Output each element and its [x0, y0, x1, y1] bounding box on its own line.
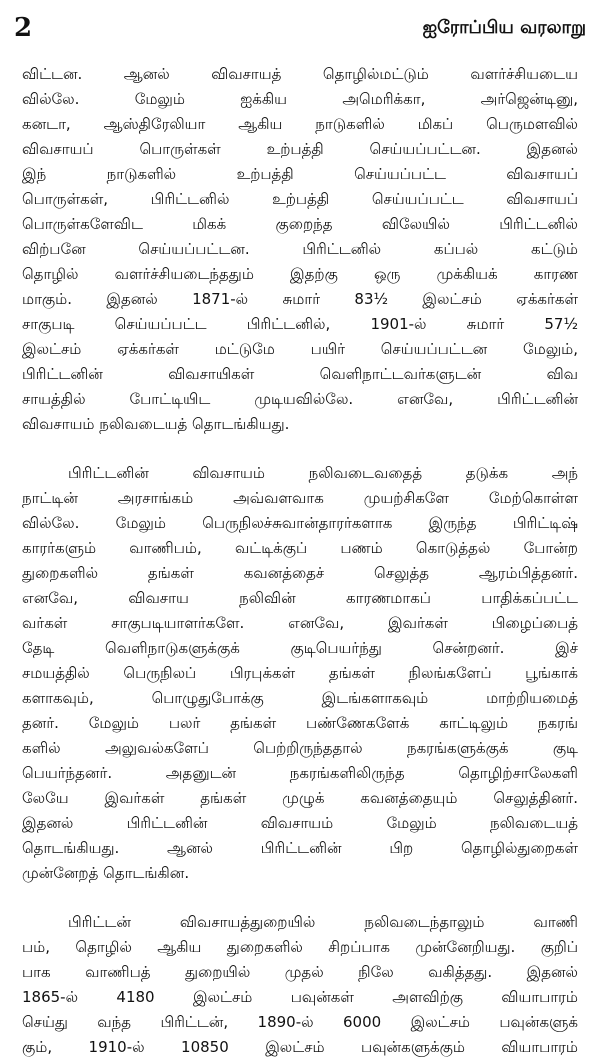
text-line: விற்பனே செய்யப்பட்டன. பிரிட்டனில் கப்பல் கட்டும்	[22, 240, 578, 258]
text-line: லேயே இவர்கள் தங்கள் முழுக் கவனத்தையும் செலுத்தினர்.	[22, 789, 578, 807]
page-number: 2	[14, 13, 33, 43]
paragraph-3	[22, 910, 578, 1060]
paragraph-gap	[22, 886, 578, 910]
body-text	[22, 62, 578, 1060]
text-line: வர்கள் சாகுபடியாளர்களே. எனவே, இவர்கள் பிழைப்பைத்	[22, 614, 578, 632]
text-line: வில்லே. மேலும் ஐக்கிய அமெரிக்கா, அர்ஜென்டினு,	[22, 90, 578, 108]
text-line: இலட்சம் ஏக்கர்கள் மட்டுமே பயிர் செய்யப்பட்டன மேலும்,	[22, 340, 578, 358]
text-line: பெயர்ந்தனர். அதனுடன் நகரங்களிலிருந்த தொழிற்சாலேகளி	[22, 764, 578, 782]
text-line: 1865-ல் 4180 இலட்சம் பவுன்கள் அளவிற்கு வியாபாரம்	[22, 988, 578, 1006]
text-line: தொழில் வளர்ச்சியடைந்ததும் இதற்கு ஒரு முக்கியக் காரண	[22, 265, 578, 283]
text-line: பாக வாணிபத் துறையில் முதல் நிலே வகித்தது. இதனல்	[22, 963, 578, 981]
text-line: களாகவும், பொழுதுபோக்கு இடங்களாகவும் மாற்றியமைத்	[22, 689, 578, 707]
text-line: பொருள்களேவிட மிகக் குறைந்த விலேயில் பிரிட்டனில்	[22, 215, 578, 233]
text-line: விவசாயப் பொருள்கள் உற்பத்தி செய்யப்பட்டன. இதனல்	[22, 140, 578, 158]
text-line: பம், தொழில் ஆகிய துறைகளில் சிறப்பாக முன்னேறியது. குறிப்	[22, 938, 578, 956]
text-line: களில் அலுவல்களேப் பெற்றிருந்ததால் நகரங்களுக்குக் குடி	[22, 739, 578, 757]
text-line: இதனல் பிரிட்டனின் விவசாயம் மேலும் நலிவடையத்	[22, 814, 578, 832]
text-line: செய்து வந்த பிரிட்டன், 1890-ல் 6000 இலட்சம் பவுன்களுக்	[22, 1013, 578, 1031]
text-line: எனவே, விவசாய நலிவின் காரணமாகப் பாதிக்கப்பட்ட	[22, 589, 578, 607]
text-line: விட்டன. ஆனல் விவசாயத் தொழில்மட்டும் வளர்ச்சியடைய	[22, 65, 578, 83]
text-line: முன்னேறத் தொடங்கின.	[22, 864, 190, 882]
text-line: பிரிட்டனின் விவசாயிகள் வெளிநாட்டவர்களுடன் விவ	[22, 365, 578, 383]
text-line: தேடி வெளிநாடுகளுக்குக் குடிபெயர்ந்து சென்றனர். இச்	[22, 639, 578, 657]
text-line: மாகும். இதனல் 1871-ல் சுமார் 83½ இலட்சம் ஏக்கர்கள்	[22, 290, 578, 308]
text-line: சமயத்தில் பெருநிலப் பிரபுக்கள் தங்கள் நிலங்களேப் பூங்காக்	[22, 664, 578, 682]
text-line: சாயத்தில் போட்டியிட முடியவில்லே. எனவே, பிரிட்டனின்	[22, 390, 578, 408]
text-line: தனர். மேலும் பலர் தங்கள் பண்ணேகளேக் காட்டிலும் நகரங்	[22, 714, 578, 732]
text-line: சாகுபடி செய்யப்பட்ட பிரிட்டனில், 1901-ல் சுமார் 57½	[22, 315, 578, 333]
text-line: காரர்களும் வாணிபம், வட்டிக்குப் பணம் கொடுத்தல் போன்ற	[22, 539, 578, 557]
paragraph-gap	[22, 437, 578, 461]
page-header	[14, 8, 586, 48]
running-title: ஐரோப்பிய வரலாறு	[422, 16, 586, 38]
text-line: இந் நாடுகளில் உற்பத்தி செய்யப்பட்ட விவசாயப்	[22, 165, 578, 183]
paragraph-1	[22, 62, 578, 437]
text-line: பிரிட்டனின் விவசாயம் நலிவடைவதைத் தடுக்க அந்	[68, 464, 578, 482]
paragraph-2	[22, 461, 578, 886]
text-line: கும், 1910-ல் 10850 இலட்சம் பவுன்களுக்கும் வியாபாரம்	[22, 1038, 578, 1056]
text-line: கனடா, ஆஸ்திரேலியா ஆகிய நாடுகளில் மிகப் பெருமளவில்	[22, 115, 578, 133]
text-line: தொடங்கியது. ஆனல் பிரிட்டனின் பிற தொழில்துறைகள்	[22, 839, 578, 857]
text-line: விவசாயம் நலிவடையத் தொடங்கியது.	[22, 415, 290, 433]
text-line: நாட்டின் அரசாங்கம் அவ்வளவாக முயற்சிகளே மேற்கொள்ள	[22, 489, 578, 507]
text-line: பிரிட்டன் விவசாயத்துறையில் நலிவடைந்தாலும் வாணி	[68, 913, 578, 931]
text-line: துறைகளில் தங்கள் கவனத்தைச் செலுத்த ஆரம்பித்தனர்.	[22, 564, 578, 582]
text-line: வில்லே. மேலும் பெருநிலச்சுவான்தாரர்களாக இருந்த பிரிட்டிஷ்	[22, 514, 578, 532]
text-line: பொருள்கள், பிரிட்டனில் உற்பத்தி செய்யப்பட்ட விவசாயப்	[22, 190, 578, 208]
